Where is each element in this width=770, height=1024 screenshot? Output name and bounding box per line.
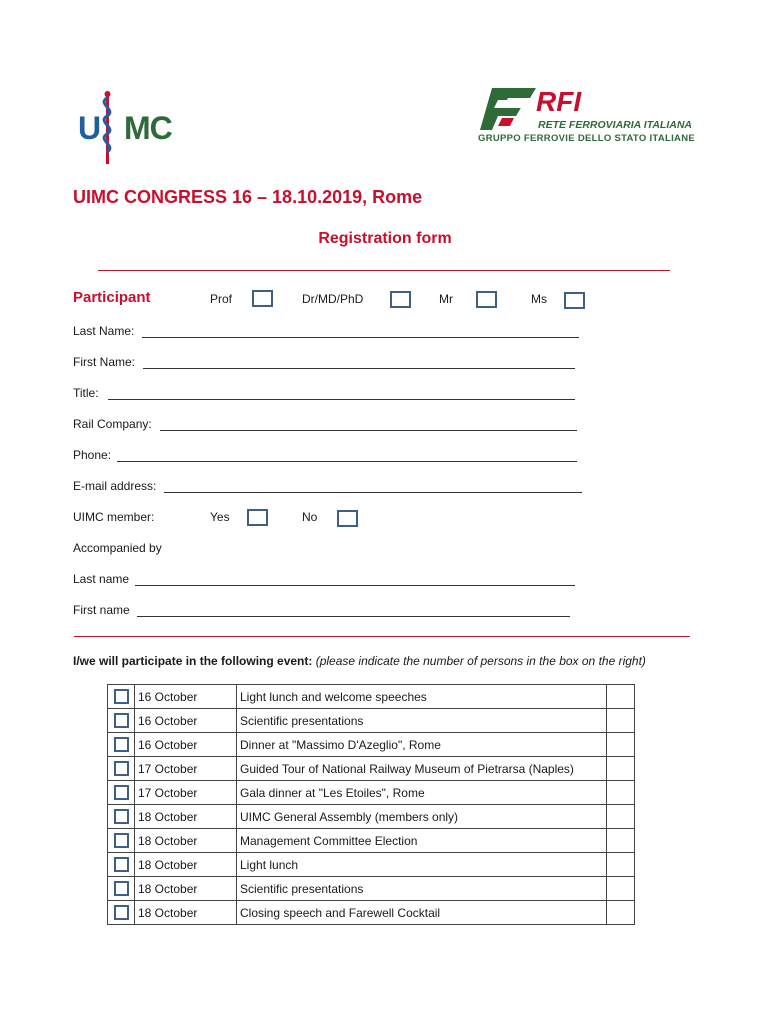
event-checkbox-cell [108,805,135,829]
first-name-label: First Name: [73,355,136,369]
table-row [108,877,635,901]
event-description: Guided Tour of National Railway Museum of Pietrarsa (Naples) [237,757,607,781]
event-checkbox[interactable] [114,761,129,776]
acc-first-name-label: First name [73,603,130,617]
option-mr-label: Mr [439,292,453,306]
event-checkbox[interactable] [114,713,129,728]
member-yes-checkbox[interactable] [247,509,268,526]
event-description: Closing speech and Farewell Cocktail [237,901,607,925]
persons-count-field[interactable] [607,685,635,709]
events-table [107,684,635,925]
event-checkbox[interactable] [114,833,129,848]
option-prof-label: Prof [210,292,233,306]
event-date: 16 October [135,709,237,733]
acc-last-name-label: Last name [73,572,130,586]
no-label: No [302,510,318,524]
rail-company-field[interactable] [160,430,577,431]
events-intro-bold: I/we will participate in the following event: [73,654,313,668]
divider-middle [74,636,690,637]
event-checkbox[interactable] [114,785,129,800]
persons-count-field[interactable] [607,733,635,757]
form-subtitle: Registration form [318,230,452,247]
event-description: Management Committee Election [237,829,607,853]
event-date: 18 October [135,805,237,829]
event-description: Scientific presentations [237,877,607,901]
member-no-checkbox[interactable] [337,510,358,527]
participant-label: Participant [73,289,151,306]
rfi-logo: RFI RETE FERROVIARIA ITALIANA GRUPPO FERROVIE DELLO STATO ITALIANE [478,86,695,144]
last-name-label: Last Name: [73,324,135,338]
page-title: UIMC CONGRESS 16 – 18.10.2019, Rome [73,187,423,207]
event-checkbox[interactable] [114,737,129,752]
option-ms-label: Ms [531,292,547,306]
event-description: Dinner at "Massimo D'Azeglio", Rome [237,733,607,757]
event-date: 17 October [135,781,237,805]
persons-count-field[interactable] [607,829,635,853]
dr-md-phd-checkbox[interactable] [390,291,411,308]
event-description: Light lunch [237,853,607,877]
persons-count-field[interactable] [607,709,635,733]
event-description: Light lunch and welcome speeches [237,685,607,709]
event-checkbox[interactable] [114,857,129,872]
first-name-field[interactable] [143,368,575,369]
events-intro-note: (please indicate the number of persons in the box on the right) [315,654,646,668]
event-checkbox-cell [108,757,135,781]
table-row [108,829,635,853]
title-field[interactable] [108,399,575,400]
event-date: 16 October [135,685,237,709]
event-date: 18 October [135,901,237,925]
event-date: 17 October [135,757,237,781]
event-description: Scientific presentations [237,709,607,733]
event-description: UIMC General Assembly (members only) [237,805,607,829]
event-checkbox-cell [108,901,135,925]
uimc-logo: U MC [72,88,184,168]
table-row [108,685,635,709]
event-date: 18 October [135,877,237,901]
table-row [108,733,635,757]
table-row [108,757,635,781]
prof-checkbox[interactable] [252,290,273,307]
ms-checkbox[interactable] [564,292,585,309]
event-checkbox-cell [108,685,135,709]
table-row [108,781,635,805]
phone-field[interactable] [117,461,577,462]
events-intro [73,654,646,668]
yes-label: Yes [210,510,230,524]
event-checkbox-cell [108,733,135,757]
event-checkbox[interactable] [114,881,129,896]
table-row [108,901,635,925]
divider-top [98,270,670,271]
rail-company-label: Rail Company: [73,417,152,431]
persons-count-field[interactable] [607,901,635,925]
event-checkbox-cell [108,829,135,853]
email-field[interactable] [164,492,582,493]
table-row [108,853,635,877]
event-date: 16 October [135,733,237,757]
event-date: 18 October [135,853,237,877]
event-checkbox-cell [108,709,135,733]
persons-count-field[interactable] [607,853,635,877]
rfi-mark-icon [478,86,538,132]
persons-count-field[interactable] [607,805,635,829]
event-date: 18 October [135,829,237,853]
event-checkbox[interactable] [114,905,129,920]
last-name-field[interactable] [142,337,579,338]
accompanied-by-label: Accompanied by [73,541,162,555]
persons-count-field[interactable] [607,877,635,901]
event-description: Gala dinner at "Les Etoiles", Rome [237,781,607,805]
event-checkbox[interactable] [114,689,129,704]
uimc-member-label: UIMC member: [73,510,155,524]
event-checkbox-cell [108,877,135,901]
acc-last-name-field[interactable] [135,585,575,586]
email-label: E-mail address: [73,479,157,493]
persons-count-field[interactable] [607,757,635,781]
acc-first-name-field[interactable] [137,616,570,617]
title-label: Title: [73,386,99,400]
mr-checkbox[interactable] [476,291,497,308]
table-row [108,709,635,733]
phone-label: Phone: [73,448,112,462]
option-dr-label: Dr/MD/PhD [302,292,364,306]
persons-count-field[interactable] [607,781,635,805]
event-checkbox-cell [108,781,135,805]
table-row [108,805,635,829]
event-checkbox[interactable] [114,809,129,824]
event-checkbox-cell [108,853,135,877]
